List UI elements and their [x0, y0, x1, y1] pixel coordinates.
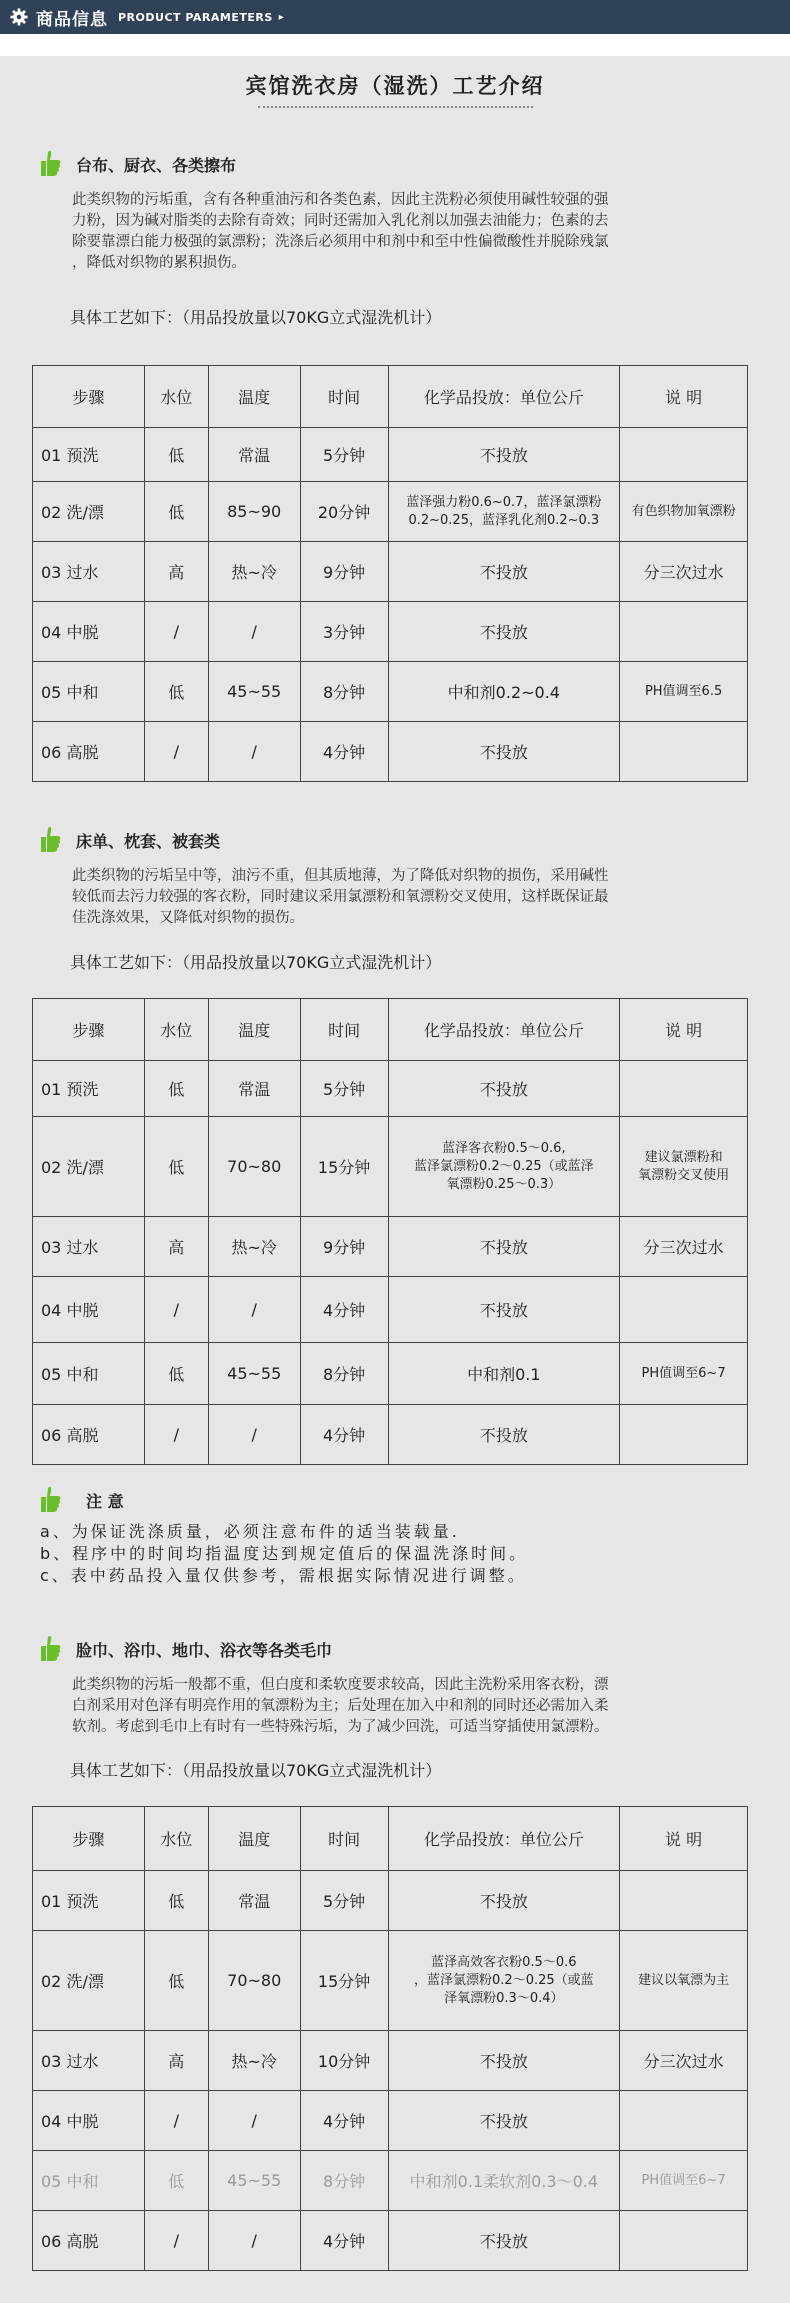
table-cell: 低	[144, 1931, 208, 2031]
cell-line: ，蓝泽氯漂粉0.2～0.25（或蓝	[414, 1972, 594, 1988]
table-cell	[620, 1061, 748, 1117]
cell-line: 中和剂0.1柔软剂0.3～0.4	[409, 2172, 599, 2191]
section-heading-text: 床单、枕套、被套类	[76, 831, 221, 851]
cell-line: 不投放	[479, 563, 528, 582]
cell-line: 中和剂0.2~0.4	[447, 683, 560, 702]
cell-line: 不投放	[479, 2052, 528, 2071]
table-cell: 4分钟	[300, 722, 388, 782]
gear-icon	[10, 8, 28, 26]
table-cell	[620, 602, 748, 662]
table-cell: 低	[144, 1871, 208, 1931]
cell-line: 泽氧漂粉0.3～0.4）	[444, 1990, 564, 2006]
notes-heading	[40, 1486, 124, 1514]
cell-line: 不投放	[479, 1426, 528, 1445]
table-cell: 建议以氧漂为主	[620, 1931, 748, 2031]
table-row	[33, 2091, 748, 2151]
table-cell: 分三次过水	[620, 2031, 748, 2091]
column-header: 水位	[144, 366, 208, 428]
table-cell	[388, 722, 620, 782]
section-heading	[40, 826, 220, 854]
table-cell: /	[208, 2091, 300, 2151]
column-header: 步骤	[33, 366, 145, 428]
table-cell	[620, 722, 748, 782]
table-cell: 常温	[208, 1871, 300, 1931]
table-cell: 8分钟	[300, 2151, 388, 2211]
table-cell: 5分钟	[300, 1871, 388, 1931]
table-cell: 分三次过水	[620, 542, 748, 602]
table-cell	[388, 2211, 620, 2271]
cell-line: 不投放	[479, 1080, 528, 1099]
section-paragraph-line: 除要靠漂白能力极强的氯漂粉；洗涤后必须用中和剂中和至中性偏微酸性并脱除残氯	[72, 234, 609, 250]
title-underline	[258, 106, 533, 108]
table-cell: 8分钟	[300, 662, 388, 722]
table-row	[33, 662, 748, 722]
section-paragraph-line: ，降低对织物的累积损伤。	[72, 255, 246, 271]
column-header: 步骤	[33, 999, 145, 1061]
notes-heading-text: 注 意	[86, 1491, 124, 1511]
cell-line: 不投放	[479, 743, 528, 762]
table-cell: 低	[144, 482, 208, 542]
table-cell	[388, 1217, 620, 1277]
table-cell: 常温	[208, 428, 300, 482]
table-cell	[388, 1871, 620, 1931]
table-cell	[620, 1117, 748, 1217]
header-arrow-icon: ▸	[278, 11, 284, 23]
table-cell: 热~冷	[208, 1217, 300, 1277]
process-label: 具体工艺如下：（用品投放量以70KG立式湿洗机计）	[70, 308, 442, 327]
table-cell: /	[208, 602, 300, 662]
cell-line: 中和剂0.1	[467, 1365, 541, 1384]
section-paragraph-line: 白剂采用对色泽有明亮作用的氧漂粉为主；后处理在加入中和剂的同时还必需加入柔	[72, 1698, 609, 1714]
table-cell: 高	[144, 542, 208, 602]
note-item: a、为保证洗涤质量，必须注意布件的适当装载量.	[40, 1522, 460, 1541]
table-cell: /	[144, 2211, 208, 2271]
table-cell: 低	[144, 2151, 208, 2211]
column-header: 温度	[208, 999, 300, 1061]
cell-line: 不投放	[479, 446, 528, 465]
table-header-row	[33, 1807, 748, 1871]
process-table	[32, 998, 748, 1465]
section-paragraph	[72, 190, 722, 274]
table-cell: 01 预洗	[33, 1061, 145, 1117]
table-cell: PH值调至6.5	[620, 662, 748, 722]
column-header: 说 明	[620, 1807, 748, 1871]
table-row	[33, 1343, 748, 1405]
table-cell: 5分钟	[300, 428, 388, 482]
process-table	[32, 1806, 748, 2271]
table-cell: 03 过水	[33, 542, 145, 602]
table-cell: 高	[144, 1217, 208, 1277]
table-cell	[388, 482, 620, 542]
table-cell: 9分钟	[300, 542, 388, 602]
table-cell: 02 洗/漂	[33, 1931, 145, 2031]
section-paragraph-line: 此类织物的污垢重，含有各种重油污和各类色素，因此主洗粉必须使用碱性较强的强	[72, 192, 609, 208]
table-cell	[388, 542, 620, 602]
table-cell: 70~80	[208, 1931, 300, 2031]
table-cell	[388, 2031, 620, 2091]
table-cell: 85~90	[208, 482, 300, 542]
cell-line: 不投放	[479, 2112, 528, 2131]
table-cell: /	[144, 722, 208, 782]
table-cell	[388, 1277, 620, 1343]
page-title: 宾馆洗衣房（湿洗）工艺介绍	[245, 74, 545, 98]
table-row	[33, 722, 748, 782]
section-paragraph-line: 此类织物的污垢呈中等，油污不重，但其质地薄，为了降低对织物的损伤，采用碱性	[72, 868, 609, 884]
table-cell: /	[208, 1277, 300, 1343]
table-row	[33, 428, 748, 482]
table-header-row	[33, 366, 748, 428]
table-cell: 4分钟	[300, 2091, 388, 2151]
table-cell: /	[144, 602, 208, 662]
table-cell	[620, 1277, 748, 1343]
column-header: 化学品投放：单位公斤	[388, 999, 620, 1061]
table-cell: /	[144, 1277, 208, 1343]
section-heading-text: 脸巾、浴巾、地巾、浴衣等各类毛巾	[76, 1640, 333, 1660]
note-item: c、表中药品投入量仅供参考，需根据实际情况进行调整。	[40, 1566, 527, 1585]
table-cell: /	[208, 2211, 300, 2271]
table-cell	[388, 1117, 620, 1217]
table-row	[33, 542, 748, 602]
table-row	[33, 2211, 748, 2271]
table-cell: 03 过水	[33, 2031, 145, 2091]
cell-line: 不投放	[479, 1301, 528, 1320]
table-cell: 3分钟	[300, 602, 388, 662]
column-header: 温度	[208, 366, 300, 428]
table-row	[33, 2031, 748, 2091]
table-cell	[388, 2091, 620, 2151]
table-row	[33, 1405, 748, 1465]
table-cell: 05 中和	[33, 1343, 145, 1405]
table-row	[33, 1277, 748, 1343]
table-cell: 低	[144, 1343, 208, 1405]
table-cell	[620, 1405, 748, 1465]
header-title-cn: 商品信息	[36, 9, 108, 30]
section-paragraph-line: 力粉，因为碱对脂类的去除有奇效；同时还需加入乳化剂以加强去油能力；色素的去	[72, 213, 609, 229]
table-cell	[388, 1931, 620, 2031]
table-cell: 05 中和	[33, 2151, 145, 2211]
header-bar	[0, 0, 790, 34]
cell-line: 不投放	[479, 1892, 528, 1911]
table-cell: 04 中脱	[33, 1277, 145, 1343]
cell-line: 蓝泽客衣粉0.5～0.6,	[442, 1140, 566, 1156]
thumbs-up-icon	[40, 826, 62, 854]
table-cell: 05 中和	[33, 662, 145, 722]
table-cell: 02 洗/漂	[33, 482, 145, 542]
table-cell: 低	[144, 1117, 208, 1217]
column-header: 时间	[300, 366, 388, 428]
table-cell: /	[144, 1405, 208, 1465]
table-cell: 04 中脱	[33, 2091, 145, 2151]
cell-line: 不投放	[479, 2232, 528, 2251]
section-paragraph-line: 佳洗涤效果，又降低对织物的损伤。	[72, 910, 304, 926]
table-cell: 8分钟	[300, 1343, 388, 1405]
section-heading-text: 台布、厨衣、各类擦布	[76, 155, 237, 175]
section-paragraph-line: 较低而去污力较强的客衣粉，同时建议采用氯漂粉和氧漂粉交叉使用，这样既保证最	[72, 889, 609, 905]
section-paragraph-line: 此类织物的污垢一般都不重，但白度和柔软度要求较高，因此主洗粉采用客衣粉，漂	[72, 1677, 609, 1693]
table-cell: 热~冷	[208, 542, 300, 602]
table-cell: 06 高脱	[33, 2211, 145, 2271]
table-row	[33, 2151, 748, 2211]
thumbs-up-icon	[40, 1635, 62, 1663]
cell-line: 不投放	[479, 623, 528, 642]
table-cell: 15分钟	[300, 1931, 388, 2031]
cell-line: 0.2~0.25，蓝泽乳化剂0.2~0.3	[408, 512, 600, 528]
table-row	[33, 1871, 748, 1931]
process-label: 具体工艺如下：（用品投放量以70KG立式湿洗机计）	[70, 1761, 442, 1780]
table-cell: 20分钟	[300, 482, 388, 542]
table-cell: 45~55	[208, 662, 300, 722]
table-cell: /	[208, 1405, 300, 1465]
table-cell: 45~55	[208, 1343, 300, 1405]
table-row	[33, 1061, 748, 1117]
column-header: 说 明	[620, 366, 748, 428]
table-cell: 06 高脱	[33, 722, 145, 782]
section-paragraph-line: 软剂。考虑到毛巾上有时有一些特殊污垢，为了减少回洗，可适当穿插使用氯漂粉。	[72, 1719, 609, 1735]
table-cell: PH值调至6~7	[620, 1343, 748, 1405]
cell-line: 建议氯漂粉和	[644, 1149, 723, 1165]
table-cell: 45~55	[208, 2151, 300, 2211]
table-cell: 分三次过水	[620, 1217, 748, 1277]
table-cell: /	[208, 722, 300, 782]
cell-line: 蓝泽高效客衣粉0.5～0.6	[431, 1954, 577, 1970]
cell-line: 氧漂粉交叉使用	[638, 1167, 730, 1183]
section-heading	[40, 150, 236, 178]
column-header: 化学品投放：单位公斤	[388, 366, 620, 428]
table-cell: 5分钟	[300, 1061, 388, 1117]
table-cell: 4分钟	[300, 1405, 388, 1465]
table-cell: 70~80	[208, 1117, 300, 1217]
table-cell	[388, 602, 620, 662]
cell-line: 蓝泽氯漂粉0.2～0.25（或蓝泽	[414, 1158, 594, 1174]
table-cell: 03 过水	[33, 1217, 145, 1277]
cell-line: 氧漂粉0.25～0.3）	[446, 1176, 562, 1192]
section-paragraph	[72, 866, 722, 929]
table-row	[33, 482, 748, 542]
column-header: 化学品投放：单位公斤	[388, 1807, 620, 1871]
table-cell: 9分钟	[300, 1217, 388, 1277]
column-header: 温度	[208, 1807, 300, 1871]
thumbs-up-icon	[40, 1486, 62, 1514]
table-row	[33, 1931, 748, 2031]
column-header: 步骤	[33, 1807, 145, 1871]
column-header: 时间	[300, 999, 388, 1061]
header-title-en: PRODUCT PARAMETERS	[118, 10, 273, 24]
table-cell	[388, 2151, 620, 2211]
table-row	[33, 602, 748, 662]
table-cell: 热~冷	[208, 2031, 300, 2091]
notes-list	[40, 1521, 528, 1587]
column-header: 说 明	[620, 999, 748, 1061]
table-header-row	[33, 999, 748, 1061]
table-cell	[388, 428, 620, 482]
section-heading	[40, 1635, 332, 1663]
table-cell	[388, 1061, 620, 1117]
table-cell: 4分钟	[300, 1277, 388, 1343]
table-cell	[620, 2091, 748, 2151]
table-cell: 4分钟	[300, 2211, 388, 2271]
column-header: 水位	[144, 999, 208, 1061]
table-row	[33, 1117, 748, 1217]
table-cell	[620, 2211, 748, 2271]
table-cell: 高	[144, 2031, 208, 2091]
table-cell: 01 预洗	[33, 428, 145, 482]
table-cell: 常温	[208, 1061, 300, 1117]
table-cell: 10分钟	[300, 2031, 388, 2091]
table-cell: 低	[144, 662, 208, 722]
section-paragraph	[72, 1675, 722, 1738]
table-cell	[620, 1871, 748, 1931]
column-header: 时间	[300, 1807, 388, 1871]
table-cell	[388, 1343, 620, 1405]
table-cell	[620, 428, 748, 482]
table-cell: 低	[144, 428, 208, 482]
note-item: b、程序中的时间均指温度达到规定值后的保温洗涤时间。	[40, 1544, 529, 1563]
thumbs-up-icon	[40, 150, 62, 178]
table-cell: 01 预洗	[33, 1871, 145, 1931]
table-cell: /	[144, 2091, 208, 2151]
cell-line: 不投放	[479, 1238, 528, 1257]
table-cell: 低	[144, 1061, 208, 1117]
table-cell: PH值调至6~7	[620, 2151, 748, 2211]
table-cell: 15分钟	[300, 1117, 388, 1217]
table-cell: 06 高脱	[33, 1405, 145, 1465]
table-cell: 有色织物加氧漂粉	[620, 482, 748, 542]
cell-line: 蓝泽强力粉0.6~0.7，蓝泽氯漂粉	[406, 494, 602, 510]
table-cell: 04 中脱	[33, 602, 145, 662]
table-cell: 02 洗/漂	[33, 1117, 145, 1217]
column-header: 水位	[144, 1807, 208, 1871]
table-cell	[388, 662, 620, 722]
process-label: 具体工艺如下：（用品投放量以70KG立式湿洗机计）	[70, 953, 442, 972]
table-cell	[388, 1405, 620, 1465]
process-table	[32, 365, 748, 782]
table-row	[33, 1217, 748, 1277]
